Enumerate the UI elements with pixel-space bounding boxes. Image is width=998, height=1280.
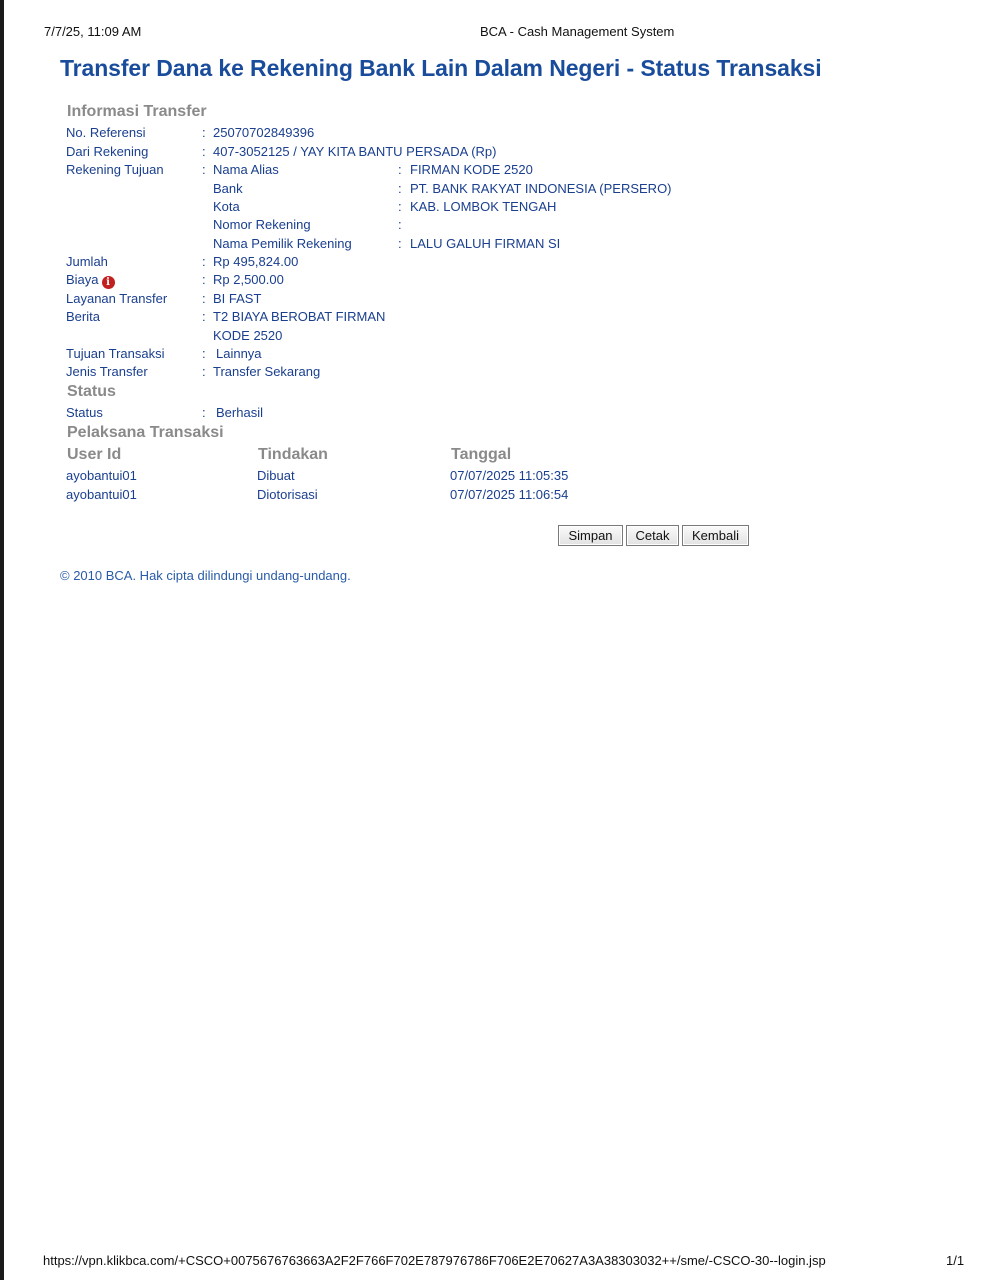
print-header-title: BCA - Cash Management System [480,24,675,39]
section-heading-informasi-transfer: Informasi Transfer [67,103,207,120]
value-layanan-transfer: BI FAST [213,291,262,306]
cell-tanggal: 07/07/2025 11:05:35 [450,468,569,483]
column-header-tindakan: Tindakan [258,446,328,463]
separator: : [202,272,206,287]
separator: : [202,254,206,269]
simpan-button[interactable]: Simpan [558,525,623,546]
label-biaya: Biaya [66,272,99,287]
value-nama-pemilik-rekening: LALU GALUH FIRMAN SI [410,236,561,251]
value-status: Berhasil [216,405,263,420]
print-footer-url: https://vpn.klikbca.com/+CSCO+0075676763663A2F2F766F702E787976786F706E2E70627A3A38303032++/sme/-CSCO-30--login.jsp [43,1253,826,1268]
label-rekening-tujuan: Rekening Tujuan [66,162,164,177]
label-kota: Kota [213,199,240,214]
separator: : [202,364,206,379]
label-nomor-rekening: Nomor Rekening [213,217,311,232]
print-header-datetime: 7/7/25, 11:09 AM [44,24,142,39]
value-berita-line2: KODE 2520 [213,328,283,343]
column-header-user-id: User Id [67,446,122,463]
cell-tindakan: Dibuat [257,468,295,483]
kembali-button[interactable]: Kembali [682,525,749,546]
cell-tindakan: Diotorisasi [257,487,318,502]
separator: : [202,309,206,324]
value-tujuan-transaksi: Lainnya [216,346,262,361]
label-tujuan-transaksi: Tujuan Transaksi [66,346,165,361]
value-kota: KAB. LOMBOK TENGAH [410,199,557,214]
label-dari-rekening: Dari Rekening [66,144,149,159]
print-footer-page-number: 1/1 [946,1253,965,1268]
copyright-text: © 2010 BCA. Hak cipta dilindungi undang-undang. [60,568,351,583]
cell-user-id: ayobantui01 [66,468,137,483]
value-jumlah: Rp 495,824.00 [213,254,299,269]
label-status: Status [66,405,103,420]
label-layanan-transfer: Layanan Transfer [66,291,168,306]
label-no-referensi: No. Referensi [66,125,146,140]
value-berita-line1: T2 BIAYA BEROBAT FIRMAN [213,309,386,324]
cetak-button[interactable]: Cetak [626,525,679,546]
label-jenis-transfer: Jenis Transfer [66,364,148,379]
section-heading-pelaksana-transaksi: Pelaksana Transaksi [67,424,224,441]
cell-user-id: ayobantui01 [66,487,137,502]
section-heading-status: Status [67,383,116,400]
label-bank: Bank [213,181,243,196]
column-header-tanggal: Tanggal [451,446,512,463]
separator: : [202,144,206,159]
label-biaya-group [66,272,115,289]
separator: : [202,346,206,361]
value-jenis-transfer: Transfer Sekarang [213,364,321,379]
label-nama-pemilik-rekening: Nama Pemilik Rekening [213,236,352,251]
value-nama-alias: FIRMAN KODE 2520 [410,162,533,177]
separator: : [202,405,206,420]
value-biaya: Rp 2,500.00 [213,272,284,287]
page-title: Transfer Dana ke Rekening Bank Lain Dalam Negeri - Status Transaksi [60,55,822,81]
separator: : [398,162,402,177]
separator: : [202,162,206,177]
value-no-referensi: 25070702849396 [213,125,315,140]
separator: : [398,236,402,251]
label-jumlah: Jumlah [66,254,108,269]
label-nama-alias: Nama Alias [213,162,279,177]
value-dari-rekening: 407-3052125 / YAY KITA BANTU PERSADA (Rp) [213,144,497,159]
page-left-edge [0,0,4,1280]
label-berita: Berita [66,309,100,324]
separator: : [202,125,206,140]
separator: : [202,291,206,306]
separator: : [398,181,402,196]
cell-tanggal: 07/07/2025 11:06:54 [450,487,569,502]
info-icon[interactable]: i [102,276,115,289]
value-bank: PT. BANK RAKYAT INDONESIA (PERSERO) [410,181,672,196]
separator: : [398,199,402,214]
separator: : [398,217,402,232]
